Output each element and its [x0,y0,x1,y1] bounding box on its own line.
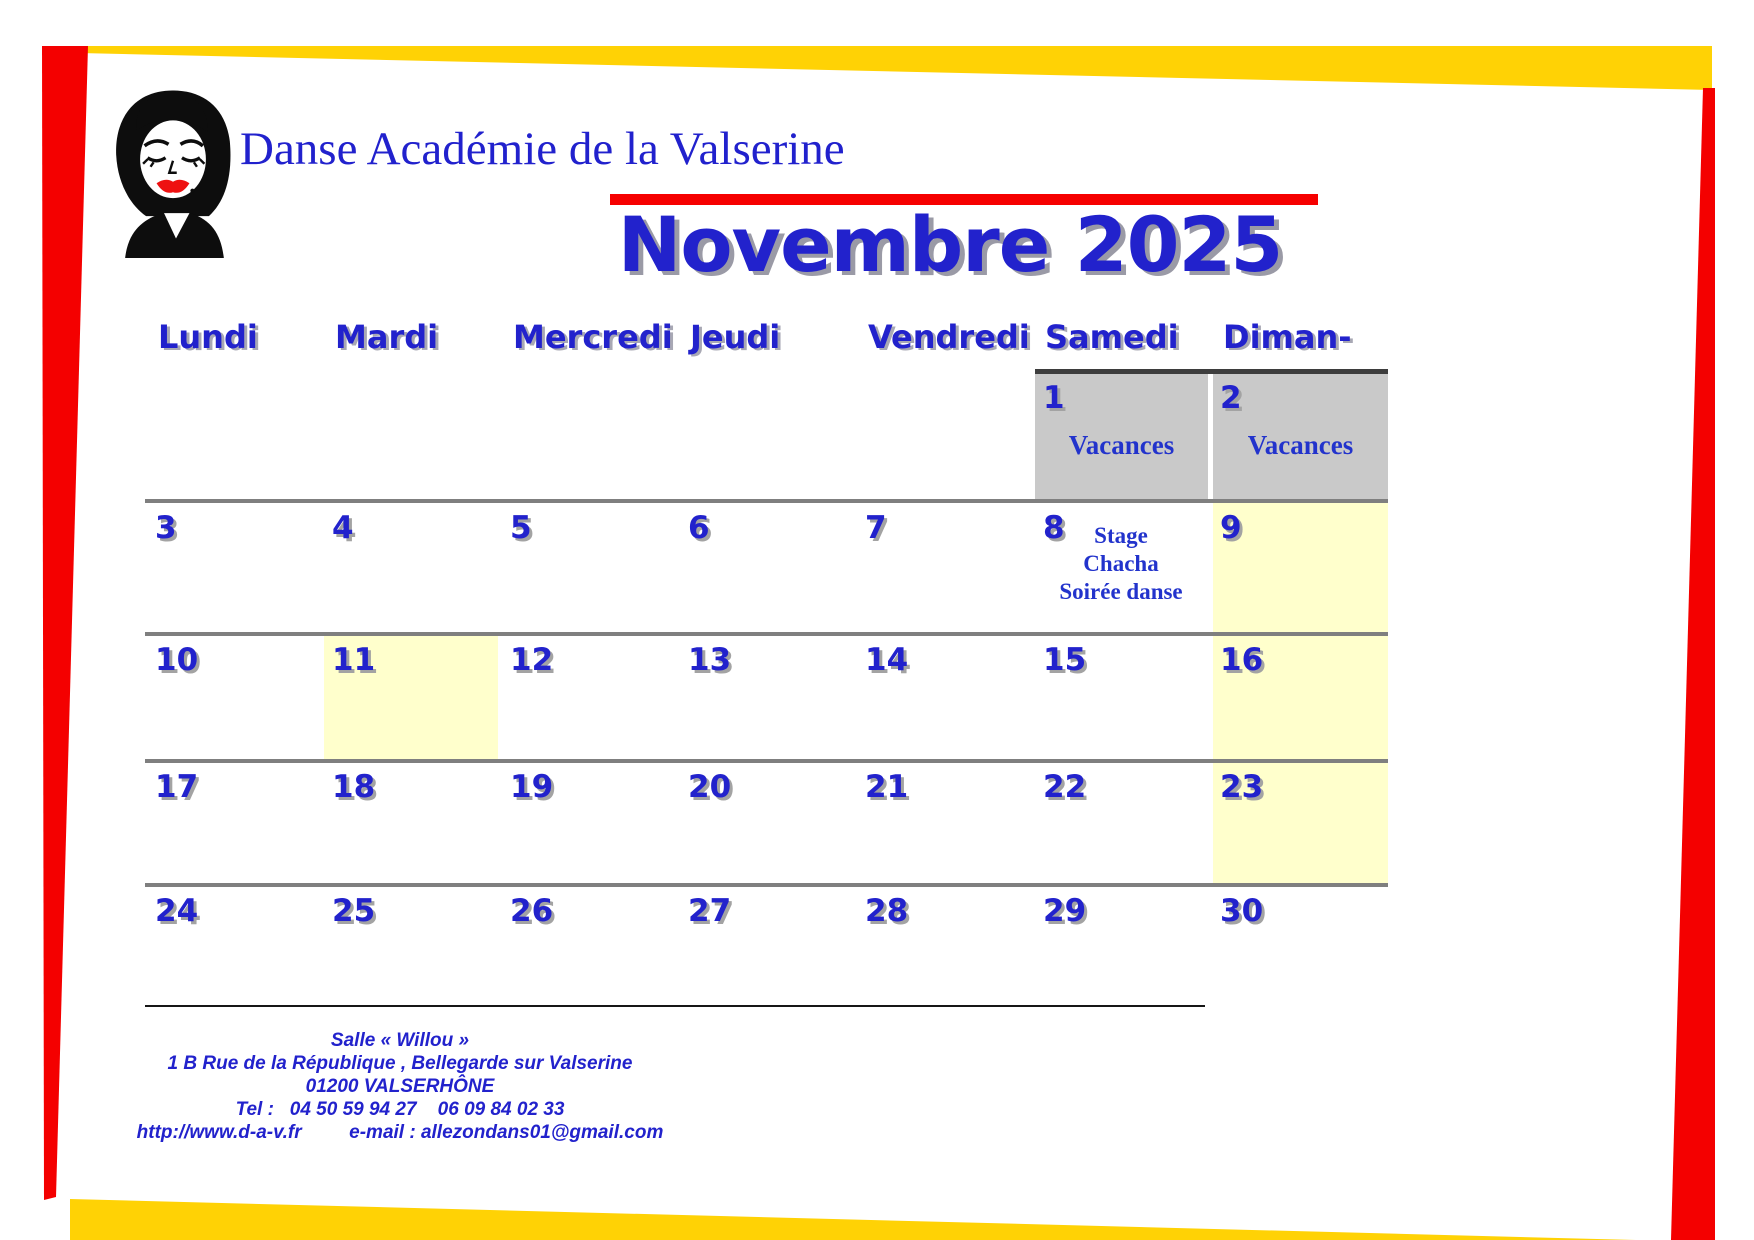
footer-address: 1 B Rue de la République , Bellegarde sur Valserine [167,1053,633,1074]
day-3: 3 [155,510,177,546]
day-20: 20 [688,769,732,805]
day-17: 17 [155,769,199,805]
weekday-jeudi: Jeudi [690,318,781,356]
note-stage-day8 [1032,522,1210,606]
day-21: 21 [865,769,909,805]
day-6: 6 [688,510,710,546]
week-rule-3 [145,759,1388,763]
day-22: 22 [1043,769,1087,805]
day-11: 11 [332,642,376,678]
weekday-vendredi: Vendredi [868,318,1030,356]
footer-phones: Tel : 04 50 59 94 27 06 09 84 02 33 [235,1099,565,1120]
note-vacances-day1: Vacances [1068,430,1175,460]
marilyn-logo [98,86,248,258]
day-15: 15 [1043,642,1087,678]
day-8: 8 [1043,510,1065,546]
weekday-lundi: Lundi [158,318,258,356]
note-stage-line1: Stage [1094,523,1148,548]
month-title: Novembre 2025 [617,200,1283,289]
day-28: 28 [865,893,909,929]
note-stage-line2: Chacha [1083,551,1159,576]
day-23: 23 [1220,769,1264,805]
note-vacances-day2: Vacances [1247,430,1354,460]
day-24: 24 [155,893,199,929]
brand-title: Danse Académie de la Valserine [240,123,845,175]
day-27: 27 [688,893,732,929]
day-19: 19 [510,769,554,805]
day-2: 2 [1220,380,1242,416]
day-4: 4 [332,510,354,546]
footer-venue: Salle « Willou » [330,1030,470,1051]
day-25: 25 [332,893,376,929]
day-1: 1 [1043,380,1065,416]
day-29: 29 [1043,893,1087,929]
weekday-mardi: Mardi [335,318,439,356]
day-14: 14 [865,642,909,678]
day-30: 30 [1220,893,1264,929]
frame-yellow-bottom [70,1199,1674,1240]
day-5: 5 [510,510,532,546]
note-stage-line3: Soirée danse [1059,579,1183,604]
frame-red-left [42,46,88,1200]
footer-city: 01200 VALSERHÔNE [305,1076,495,1097]
weekday-mercredi: Mercredi [513,318,673,356]
weekday-dimanche: Diman- [1223,318,1352,356]
week-rule-4 [145,883,1388,887]
week-rule-1 [145,499,1388,503]
day-13: 13 [688,642,732,678]
weekday-samedi: Samedi [1045,318,1179,356]
frame-red-right [1671,88,1715,1240]
day-16: 16 [1220,642,1264,678]
day-10: 10 [155,642,199,678]
day-26: 26 [510,893,554,929]
footer-contact-block [120,1029,680,1144]
day-7: 7 [865,510,887,546]
week-rule-2 [145,632,1388,636]
footer-web-email: http://www.d-a-v.fr e-mail : allezondans01@gmail.com [136,1122,664,1143]
frame-yellow-top [75,46,1712,90]
day-18: 18 [332,769,376,805]
day-9: 9 [1220,510,1242,546]
day-12: 12 [510,642,554,678]
grid-bottom-line [145,1005,1205,1007]
